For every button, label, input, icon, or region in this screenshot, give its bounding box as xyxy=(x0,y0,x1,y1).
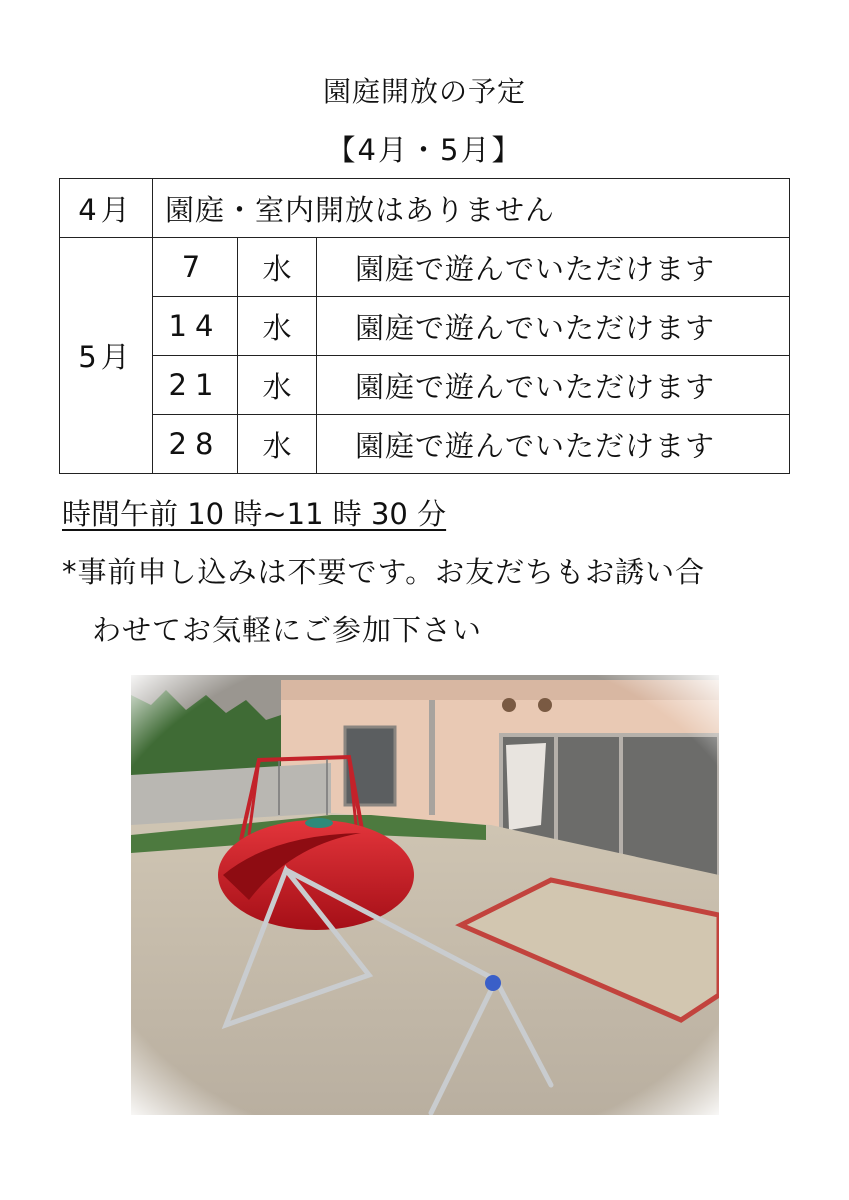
weekday-cell: 水 xyxy=(238,238,317,297)
day-cell: 21 xyxy=(153,356,238,415)
message-cell: 園庭で遊んでいただけます xyxy=(317,238,790,297)
table-row xyxy=(60,356,790,415)
message-cell: 園庭で遊んでいただけます xyxy=(317,356,790,415)
month-cell-may: 5月 xyxy=(60,238,153,474)
schedule-table xyxy=(59,178,790,474)
page-title: 園庭開放の予定 xyxy=(322,75,526,108)
message-cell: 園庭で遊んでいただけます xyxy=(317,415,790,474)
page-subtitle: 【4月・5月】 xyxy=(326,133,523,167)
playground-photo xyxy=(131,675,719,1115)
weekday-cell: 水 xyxy=(238,356,317,415)
opening-hours: 時間午前 10 時~11 時 30 分 xyxy=(62,497,447,531)
day-cell: 14 xyxy=(153,297,238,356)
note-line-1: *事前申し込みは不要です。お友だちもお誘い合 xyxy=(62,555,706,589)
april-note-cell: 園庭・室内開放はありません xyxy=(153,179,790,238)
table-row xyxy=(60,297,790,356)
table-row xyxy=(60,238,790,297)
weekday-cell: 水 xyxy=(238,297,317,356)
day-cell: 7 xyxy=(153,238,238,297)
month-cell-april: 4月 xyxy=(60,179,153,238)
message-cell: 園庭で遊んでいただけます xyxy=(317,297,790,356)
note-line-2: わせてお気軽にご参加下さい xyxy=(92,613,483,647)
weekday-cell: 水 xyxy=(238,415,317,474)
table-row xyxy=(60,179,790,238)
table-row xyxy=(60,415,790,474)
day-cell: 28 xyxy=(153,415,238,474)
